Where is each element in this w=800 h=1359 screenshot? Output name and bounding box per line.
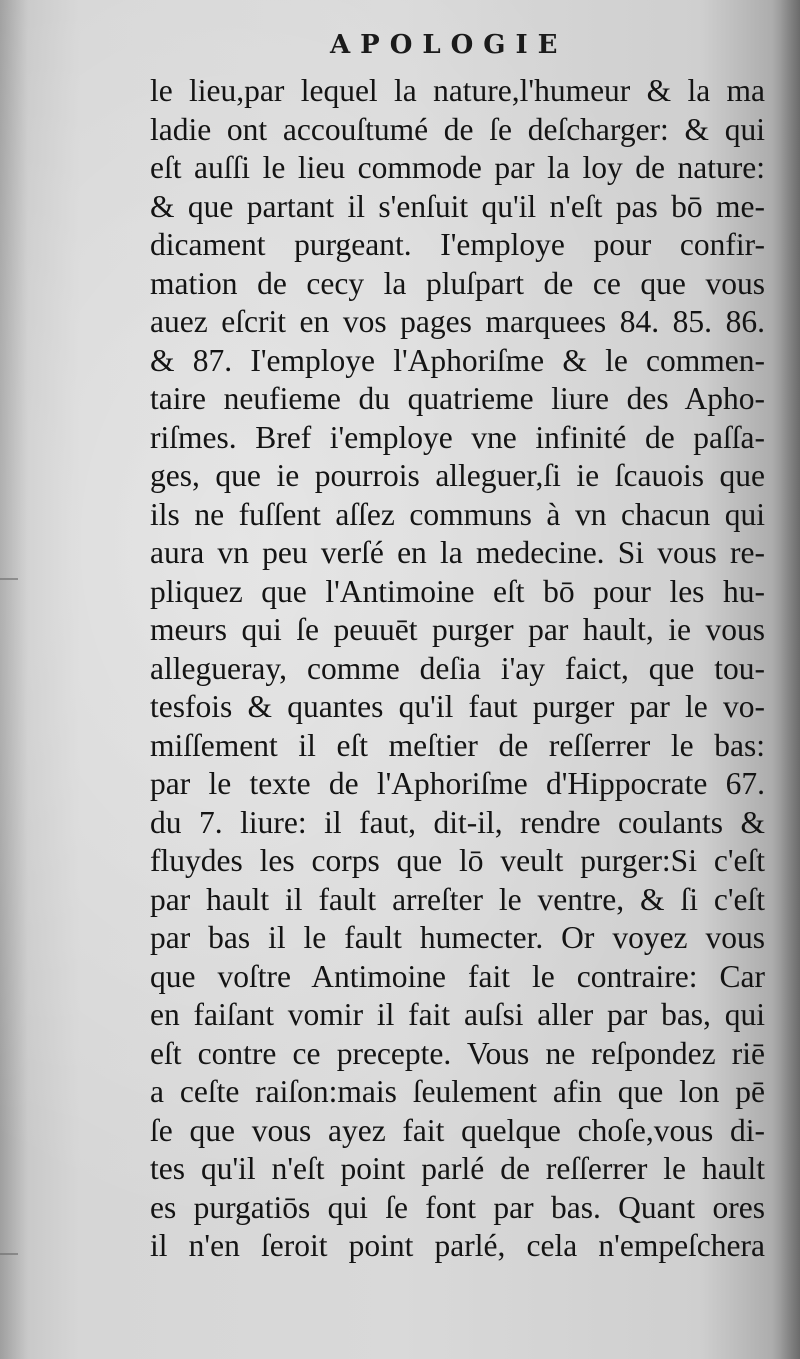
page-gutter-shadow xyxy=(772,0,800,1359)
text-line: & 87. I'employe l'Aphoriſme & le commen- xyxy=(150,342,765,378)
text-line: & que partant il s'enſuit qu'il n'eſt pas bō me- xyxy=(150,188,765,224)
text-line: tes qu'il n'eſt point parlé de reſſerrer le hault xyxy=(150,1151,765,1186)
running-head: APOLOGIE xyxy=(330,30,568,60)
text-line: tesfois & quantes qu'il faut purger par le vo- xyxy=(150,689,765,724)
text-line: par hault il fault arreſter le ventre, & ſi c'eſt xyxy=(150,881,765,917)
text-line: mation de cecy la pluſpart de ce que vous xyxy=(150,265,765,301)
page-edge-mark xyxy=(0,1253,18,1255)
text-line: aura vn peu verſé en la medecine. Si vous re- xyxy=(150,535,765,570)
page-edge-mark xyxy=(0,578,18,580)
text-line: en faiſant vomir il fait auſsi aller par bas, qui xyxy=(150,997,765,1032)
text-line: le lieu,par lequel la nature,l'humeur & la ma xyxy=(150,73,765,108)
text-line: taire neufieme du quatrieme liure des Apho- xyxy=(150,381,765,416)
text-line: a ceſte raiſon:mais ſeulement afin que lon pē xyxy=(150,1074,765,1109)
text-line: miſſement il eſt meſtier de reſſerrer le bas: xyxy=(150,727,765,763)
text-line: es purgatiōs qui ſe font par bas. Quant ores xyxy=(150,1189,765,1225)
text-line: du 7. liure: il faut, dit-il, rendre coulants & xyxy=(150,804,765,840)
text-line: ges, que ie pourrois alleguer,ſi ie ſcauois que xyxy=(150,458,765,493)
text-line: fluydes les corps que lō veult purger:Si c'eſt xyxy=(150,843,765,878)
text-line: allegueray, comme deſia i'ay faict, que tou- xyxy=(150,650,765,686)
text-line: riſmes. Bref i'employe vne infinité de paſſa- xyxy=(150,419,765,455)
text-line: par bas il le fault humecter. Or voyez vous xyxy=(150,920,765,955)
text-line: eſt auſſi le lieu commode par la loy de nature: xyxy=(150,150,765,185)
text-line: que voſtre Antimoine fait le contraire: Car xyxy=(150,958,765,994)
text-line: par le texte de l'Aphoriſme d'Hippocrate 67. xyxy=(150,766,765,801)
text-line: ils ne fuſſent aſſez communs à vn chacun qui xyxy=(150,496,765,532)
text-line: dicament purgeant. I'employe pour confir- xyxy=(150,227,765,262)
text-line: pliquez que l'Antimoine eſt bō pour les hu- xyxy=(150,573,765,609)
text-line: il n'en ſeroit point parlé, cela n'empeſchera xyxy=(150,1228,765,1263)
text-line: ladie ont accouſtumé de ſe deſcharger: & qui xyxy=(150,111,765,147)
body-text xyxy=(150,72,765,1266)
text-line: auez eſcrit en vos pages marquees 84. 85. 86. xyxy=(150,304,765,339)
text-line: eſt contre ce precepte. Vous ne reſpondez riē xyxy=(150,1035,765,1071)
text-line: meurs qui ſe peuuēt purger par hault, ie vous xyxy=(150,612,765,647)
text-line: ſe que vous ayez fait quelque choſe,vous di- xyxy=(150,1112,765,1148)
